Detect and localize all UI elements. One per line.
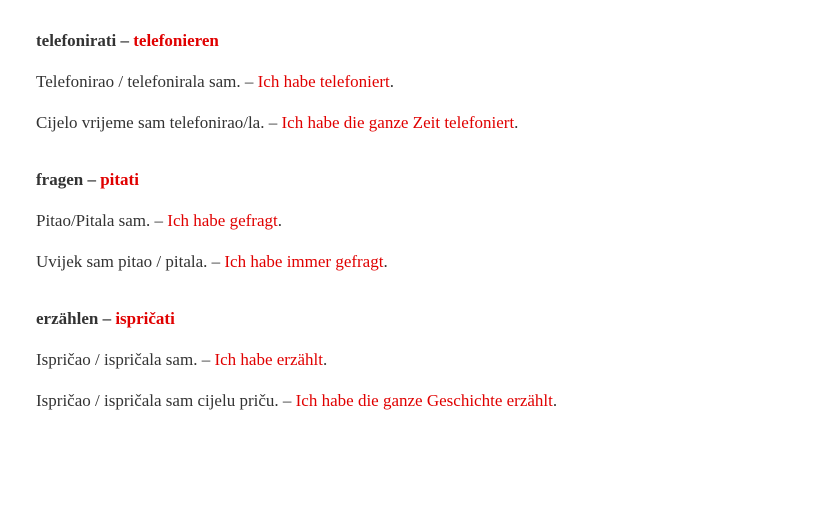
example-end: . bbox=[389, 72, 395, 91]
example-target: Ich habe telefoniert bbox=[257, 72, 390, 91]
example-dash: – bbox=[278, 391, 296, 410]
heading-term: fragen bbox=[36, 170, 84, 189]
example-end: . bbox=[552, 391, 558, 410]
vocab-section-fragen bbox=[36, 169, 831, 272]
heading-dash: – bbox=[98, 309, 116, 328]
heading-translation: telefonieren bbox=[133, 31, 219, 50]
example-target: Ich habe immer gefragt bbox=[224, 252, 384, 271]
example-source: Ispričao / ispričala sam cijelu priču. bbox=[36, 391, 279, 410]
example-sentence bbox=[36, 251, 831, 272]
example-sentence bbox=[36, 349, 831, 370]
example-source: Ispričao / ispričala sam. bbox=[36, 350, 198, 369]
heading-term: telefonirati bbox=[36, 31, 117, 50]
example-end: . bbox=[323, 350, 328, 369]
heading-translation: ispričati bbox=[115, 309, 175, 328]
vocab-section-erzaehlen bbox=[36, 308, 831, 411]
heading-dash: – bbox=[116, 31, 134, 50]
example-target: Ich habe die ganze Geschichte erzählt bbox=[295, 391, 553, 410]
vocab-section-telefonirati bbox=[36, 30, 831, 133]
example-dash: – bbox=[207, 252, 225, 271]
example-dash: – bbox=[264, 113, 282, 132]
example-source: Uvijek sam pitao / pitala. bbox=[36, 252, 208, 271]
example-target: Ich habe die ganze Zeit telefoniert bbox=[281, 113, 515, 132]
example-dash: – bbox=[197, 350, 215, 369]
example-end: . bbox=[277, 211, 282, 230]
example-sentence bbox=[36, 71, 831, 92]
heading-term: erzählen bbox=[36, 309, 99, 328]
example-dash: – bbox=[150, 211, 168, 230]
example-dash: – bbox=[240, 72, 258, 91]
heading-dash: – bbox=[83, 170, 101, 189]
section-heading bbox=[36, 169, 831, 190]
heading-translation: pitati bbox=[100, 170, 139, 189]
example-target: Ich habe gefragt bbox=[167, 211, 278, 230]
section-heading bbox=[36, 308, 831, 329]
example-sentence bbox=[36, 112, 831, 133]
example-sentence bbox=[36, 390, 831, 411]
example-end: . bbox=[514, 113, 519, 132]
example-end: . bbox=[383, 252, 388, 271]
example-sentence bbox=[36, 210, 831, 231]
section-heading bbox=[36, 30, 831, 51]
example-source: Pitao/Pitala sam. bbox=[36, 211, 151, 230]
example-target: Ich habe erzählt bbox=[214, 350, 323, 369]
example-source: Cijelo vrijeme sam telefonirao/la. bbox=[36, 113, 265, 132]
example-source: Telefonirao / telefonirala sam. bbox=[36, 72, 241, 91]
